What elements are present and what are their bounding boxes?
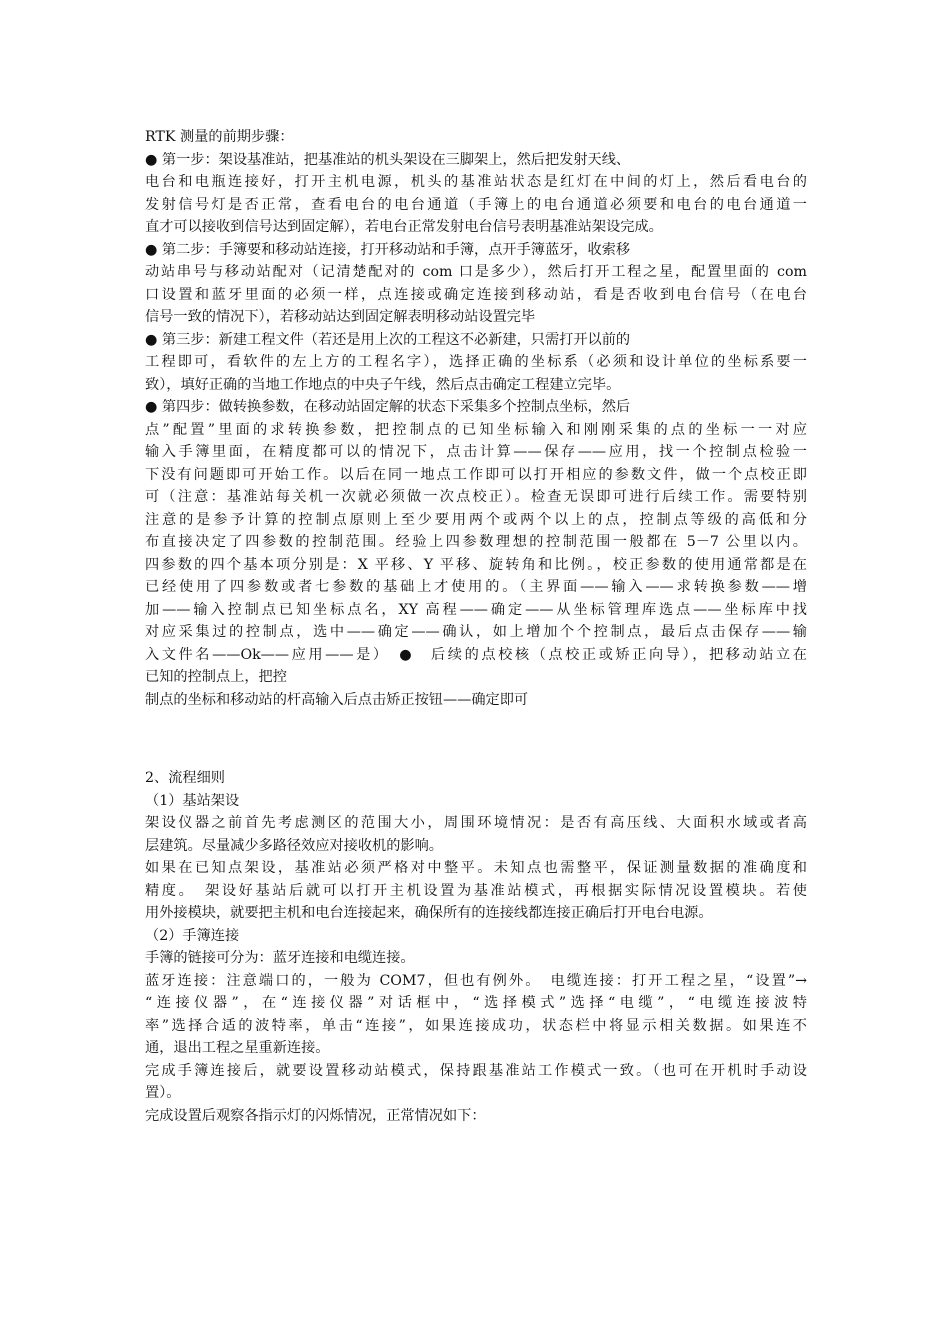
text-line: 加——输入控制点已知坐标点名，XY 高程——确定——从坐标管理库选点——坐标库中找 [145, 601, 807, 618]
text-line: 可（注意：基准站每关机一次就必须做一次点校正）。检查无误即可进行后续工作。需要特别 [145, 489, 807, 505]
text-line: 发射信号灯是否正常，查看电台的电台通道（手簿上的电台通道必须要和电台的电台通道一 [145, 196, 807, 213]
section-rtk-steps-body [145, 149, 807, 712]
subsection-heading: （2）手簿连接 [145, 927, 240, 944]
text-line: 层建筑。尽量减少多路径效应对接收机的影响。 [145, 837, 443, 854]
text-line: 制点的坐标和移动站的杆高输入后点击矫正按钮——确定即可 [145, 691, 529, 708]
text-line: 完成手簿连接后，就要设置移动站模式，保持跟基准站工作模式一致。（也可在开机时手动设 [145, 1062, 807, 1079]
text-line: 置）。 [145, 1085, 181, 1101]
text-line: 输入手簿里面，在精度都可以的情况下，点击计算——保存——应用，找一个控制点检验一 [145, 444, 807, 460]
text-line: 入文件名——Ok——应用——是） ● 后续的点校核（点校正或矫正向导），把移动站立在 [145, 646, 807, 663]
text-line: 精度。 架设好基站后就可以打开主机设置为基准站模式，再根据实际情况设置模块。若使 [145, 882, 807, 899]
text-line: 布直接决定了四参数的控制范围。经验上四参数理想的控制范围一般都在 5－7 公里以内。 [145, 534, 807, 550]
text-line: 率”选择合适的波特率，单击“连接”，如果连接成功，状态栏中将显示相关数据。如果连不 [145, 1017, 807, 1034]
section-process-details-body [145, 790, 807, 1128]
text-line: 下没有问题即可开始工作。以后在同一地点工作即可以打开相应的参数文件，做一个点校正即 [145, 466, 807, 483]
text-line: 通，退出工程之星重新连接。 [145, 1040, 330, 1056]
section-spacer [145, 711, 807, 767]
subsection-heading: （1）基站架设 [145, 792, 240, 809]
text-line: 动站串号与移动站配对（记清楚配对的 com 口是多少），然后打开工程之星，配置里面的 com [145, 264, 807, 280]
text-line: ● 第三步：新建工程文件（若还是用上次的工程这不必新建，只需打开以前的 [145, 331, 631, 348]
text-line: 直才可以接收到信号达到固定解），若电台正常发射电台信号表明基准站架设完成。 [145, 219, 663, 235]
section-title-rtk-steps: RTK 测量的前期步骤： [145, 129, 294, 145]
text-line: 信号一致的情况下），若移动站达到固定解表明移动站设置完毕 [145, 309, 536, 325]
text-line: 如果在已知点架设，基准站必须严格对中整平。未知点也需整平，保证测量数据的准确度和 [145, 860, 807, 876]
text-line: 手簿的链接可分为：蓝牙连接和电缆连接。 [145, 950, 415, 966]
text-line: 注意的是参予计算的控制点原则上至少要用两个或两个以上的点，控制点等级的高低和分 [145, 511, 807, 528]
section-title-process-details: 2、流程细则 [145, 770, 225, 786]
document-page [145, 126, 807, 1127]
text-line: 完成设置后观察各指示灯的闪烁情况，正常情况如下： [145, 1107, 486, 1124]
text-line: ● 第一步：架设基准站，把基准站的机头架设在三脚架上，然后把发射天线、 [145, 151, 631, 168]
text-line: 用外接模块，就要把主机和电台连接起来，确保所有的连接线都连接正确后打开电台电源。 [145, 905, 713, 921]
text-line: 架设仪器之前首先考虑测区的范围大小，周围环境情况：是否有高压线、大面积水域或者高 [145, 815, 807, 831]
text-line: 电台和电瓶连接好，打开主机电源，机头的基准站状态是红灯在中间的灯上，然后看电台的 [145, 174, 807, 190]
text-line: 已经使用了四参数或者七参数的基础上才使用的。（主界面——输入——求转换参数——增 [145, 579, 807, 595]
text-line: 口设置和蓝牙里面的必须一样，点连接或确定连接到移动站，看是否收到电台信号（在电台 [145, 286, 807, 303]
text-line: ● 第四步：做转换参数，在移动站固定解的状态下采集多个控制点坐标，然后 [145, 399, 631, 415]
text-line: 四参数的四个基本项分别是：X 平移、Y 平移、旋转角和比例。，校正参数的使用通常都是在 [145, 556, 807, 573]
text-line: 对应采集过的控制点，选中——确定——确认，如上增加个个控制点，最后点击保存——输 [145, 624, 807, 640]
text-line: “连接仪器”，在“连接仪器”对话框中，“选择模式”选择“电缆”，“电缆连接波特 [145, 995, 807, 1011]
text-line: 点”配置”里面的求转换参数，把控制点的已知坐标输入和刚刚采集的点的坐标一一对应 [145, 421, 807, 438]
text-line: 蓝牙连接：注意端口的，一般为 COM7，但也有例外。 电缆连接：打开工程之星，“设置”→ [145, 972, 807, 989]
text-line: 致），填好正确的当地工作地点的中央子午线，然后点击确定工程建立完毕。 [145, 376, 621, 393]
text-line: ● 第二步：手簿要和移动站连接，打开移动站和手簿，点开手簿蓝牙，收索移 [145, 241, 631, 258]
text-line: 工程即可，看软件的左上方的工程名字），选择正确的坐标系（必须和设计单位的坐标系要一 [145, 354, 807, 370]
text-line: 已知的控制点上，把控 [145, 669, 287, 685]
